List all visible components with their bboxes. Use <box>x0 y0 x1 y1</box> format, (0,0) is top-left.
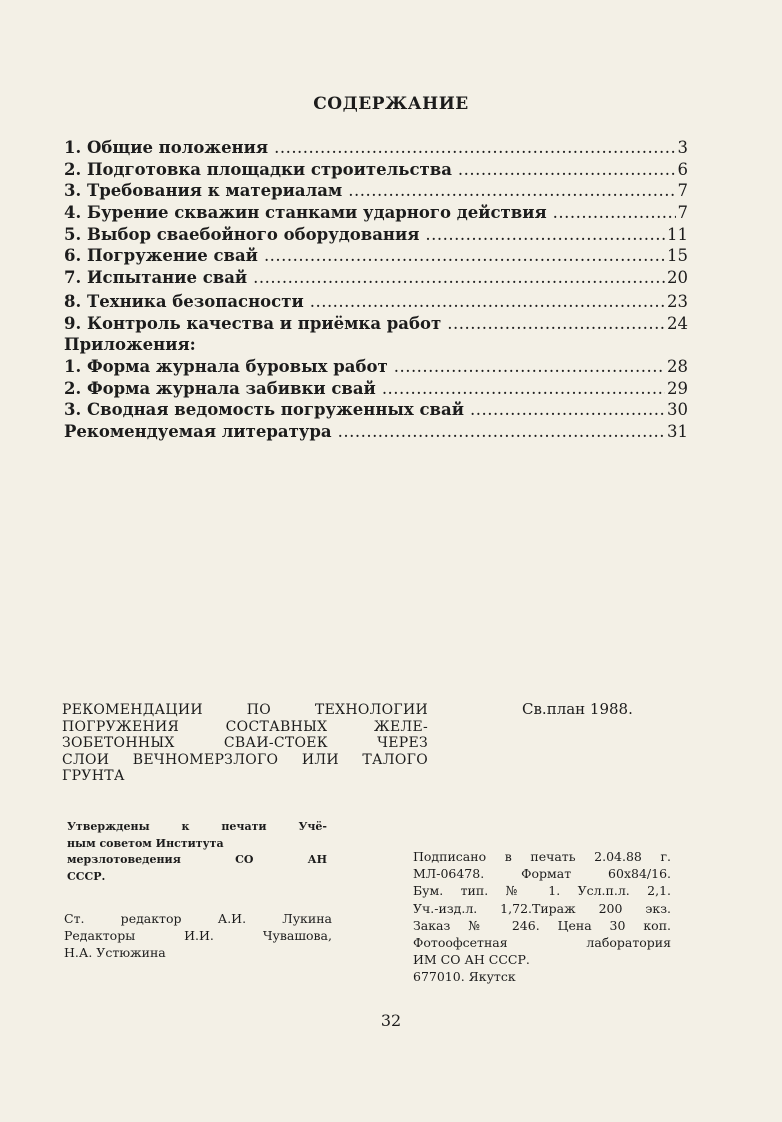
toc-entry-text: 6. Погружение свай <box>64 246 258 266</box>
toc-entry-text: 1. Общие положения <box>64 138 269 157</box>
references-entry-text: Рекомендуемая литература <box>64 421 332 441</box>
appendix-entry-page: 28 <box>667 356 688 376</box>
toc-leader-dots <box>470 400 665 419</box>
toc-leader-dots <box>382 379 665 398</box>
imprint-block <box>413 848 671 986</box>
imprint-line: Подписано в печать 2.04.88 г. <box>413 849 671 864</box>
toc-entry <box>64 246 688 268</box>
imprint-line: 677010. Якутск <box>413 969 516 985</box>
toc-entry <box>64 314 688 336</box>
toc-entry <box>64 203 688 225</box>
toc-entry-text: 7. Испытание свай <box>64 268 248 288</box>
imprint-line: Фотоофсетная лаборатория <box>413 935 671 951</box>
toc-entry <box>64 225 688 247</box>
approval-note-line: ным советом Института <box>67 836 224 850</box>
appendix-entry-page: 29 <box>667 378 688 398</box>
toc-entry-page: 24 <box>667 313 688 333</box>
toc-entry-page: 7 <box>677 181 688 201</box>
toc-leader-dots <box>348 181 675 200</box>
publication-title-line: РЕКОМЕНДАЦИИ ПО ТЕХНОЛОГИИ <box>62 702 428 718</box>
toc-entry-page: 6 <box>677 159 688 179</box>
toc-entry <box>64 181 688 203</box>
toc-entry <box>64 292 688 314</box>
appendix-entry <box>64 357 688 379</box>
toc-leader-dots <box>394 357 665 376</box>
imprint-line: Заказ № 246. Цена 30 коп. <box>413 917 671 933</box>
toc-leader-dots <box>264 246 665 265</box>
publication-title-line: ГРУНТА <box>62 768 125 784</box>
editors-line: Ст. редактор А.И. Лукина <box>64 911 332 926</box>
toc-entry-page: 11 <box>667 224 688 244</box>
contents-title: СОДЕРЖАНИЕ <box>313 94 469 114</box>
references-entry-page: 31 <box>667 421 688 441</box>
imprint-line: МЛ-06478. Формат 60х84/16. <box>413 866 671 882</box>
toc-leader-dots <box>425 225 665 244</box>
appendix-entry-text: 2. Форма журнала забивки свай <box>64 378 376 398</box>
toc-entry-text: 8. Техника безопасности <box>64 291 304 311</box>
publication-title-line: ПОГРУЖЕНИЯ СОСТАВНЫХ ЖЕЛЕ- <box>62 718 428 735</box>
appendix-entry-page: 30 <box>667 400 688 420</box>
toc-entry-text: 5. Выбор сваебойного оборудования <box>64 224 420 244</box>
toc-entry-page: 23 <box>667 291 688 311</box>
appendix-heading: Приложения: <box>64 335 196 355</box>
toc-entry-page: 7 <box>677 203 688 223</box>
editors-block <box>64 910 332 961</box>
toc-entry-page: 20 <box>667 268 688 288</box>
toc-leader-dots <box>447 314 665 333</box>
references-entry <box>64 422 688 444</box>
toc-leader-dots <box>310 292 665 311</box>
editors-line: Редакторы И.И. Чувашова, <box>64 928 332 943</box>
toc-leader-dots <box>338 422 665 441</box>
toc-entry-text: 2. Подготовка площадки строительства <box>64 159 452 179</box>
toc-entry-page: 3 <box>677 138 688 157</box>
page-number: 32 <box>380 1011 402 1030</box>
appendix-entry-text: 1. Форма журнала буровых работ <box>64 356 388 376</box>
toc-entry <box>64 160 688 182</box>
appendix-entry-text: 3. Сводная ведомость погруженных свай <box>64 400 464 420</box>
approval-note-line: Утверждены к печати Учё- <box>67 820 327 833</box>
publication-title-line: ЗОБЕТОННЫХ СВАИ-СТОЕК ЧЕРЕЗ <box>62 735 428 751</box>
editors-line: Н.А. Устюжина <box>64 945 166 960</box>
approval-note-line: мерзлотоведения СО АН <box>67 853 327 866</box>
toc-leader-dots <box>553 203 676 222</box>
appendix-entry <box>64 379 688 401</box>
toc-leader-dots <box>458 160 676 179</box>
toc-leader-dots <box>253 268 665 287</box>
table-of-contents <box>64 138 688 444</box>
imprint-line: Бум. тип. № 1. Усл.п.л. 2,1. <box>413 883 671 899</box>
toc-entry-page: 15 <box>667 246 688 266</box>
publishing-plan: Св.план 1988. <box>522 700 633 718</box>
publication-title <box>62 702 428 785</box>
appendix-entry <box>64 400 688 422</box>
publication-title-line: СЛОИ ВЕЧНОМЕРЗЛОГО ИЛИ ТАЛОГО <box>62 751 428 768</box>
toc-entry-text: 9. Контроль качества и приёмка работ <box>64 313 442 333</box>
toc-leader-dots <box>274 138 675 157</box>
imprint-line: Уч.-изд.л. 1,72.Тираж 200 экз. <box>413 900 671 916</box>
toc-entry <box>64 138 688 160</box>
toc-entry-text: 4. Бурение скважин станками ударного действия <box>64 203 547 223</box>
imprint-line: ИМ СО АН СССР. <box>413 952 530 968</box>
approval-note <box>67 819 327 885</box>
approval-note-line: СССР. <box>67 869 106 883</box>
toc-entry <box>64 268 688 290</box>
toc-entry-text: 3. Требования к материалам <box>64 181 343 201</box>
